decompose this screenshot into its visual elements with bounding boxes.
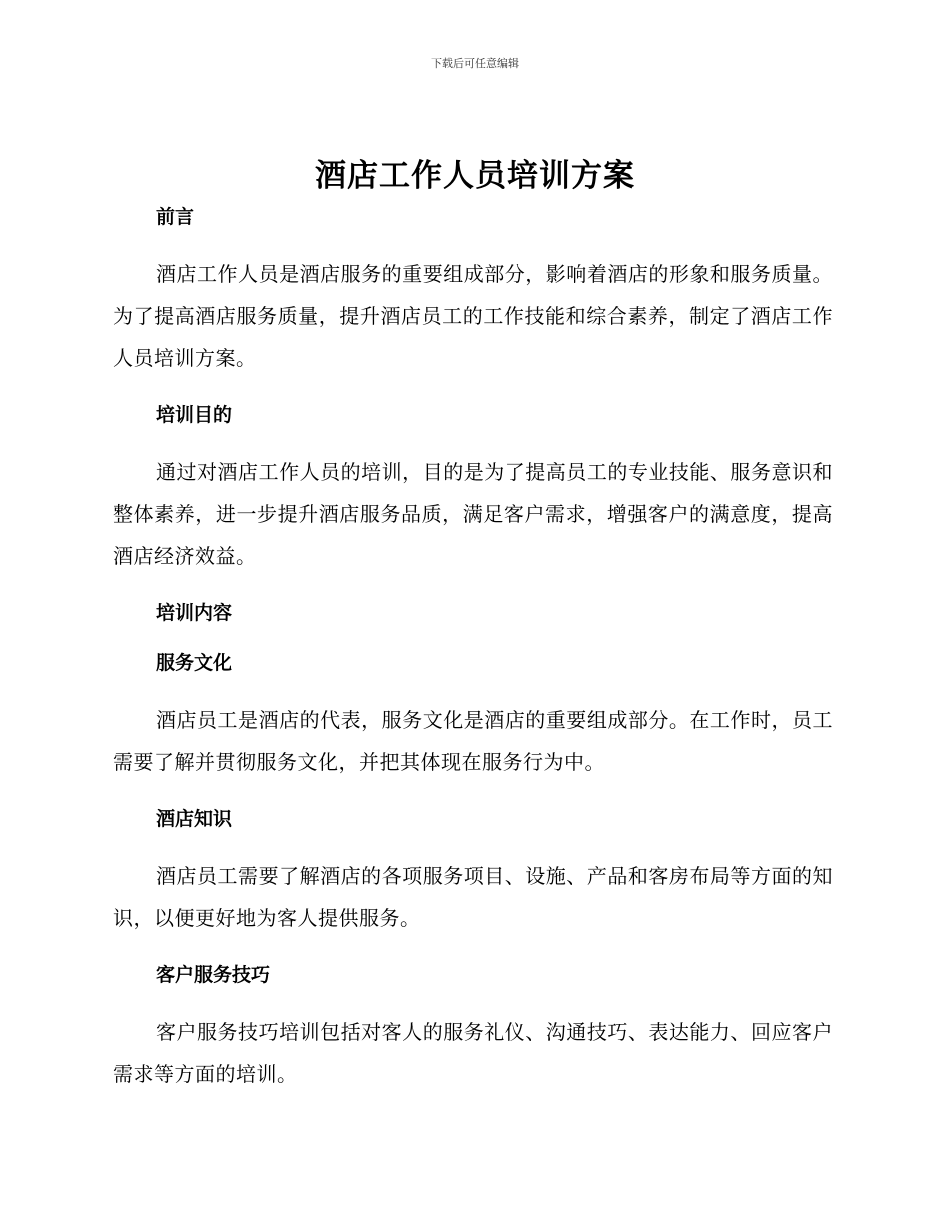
document-title: 酒店工作人员培训方案	[315, 158, 635, 194]
section-paragraph-preface: 酒店工作人员是酒店服务的重要组成部分，影响着酒店的形象和服务质量。为了提高酒店服务质量，提升酒店员工的工作技能和综合素养，制定了酒店工作人员培训方案。	[113, 262, 833, 370]
document-body	[113, 203, 833, 1095]
section-heading-content: 培训内容	[156, 602, 233, 624]
section-heading-purpose: 培训目的	[156, 404, 233, 426]
section-heading-preface: 前言	[156, 206, 195, 228]
section-heading-customer-service: 客户服务技巧	[156, 964, 271, 986]
header-note: 下载后可任意编辑	[431, 57, 519, 70]
section-paragraph-service-culture: 酒店员工是酒店的代表，服务文化是酒店的重要组成部分。在工作时，员工需要了解并贯彻服务文化，并把其体现在服务行为中。	[113, 708, 833, 774]
section-paragraph-customer-service: 客户服务技巧培训包括对客人的服务礼仪、沟通技巧、表达能力、回应客户需求等方面的培训。	[113, 1020, 833, 1086]
section-paragraph-hotel-knowledge: 酒店员工需要了解酒店的各项服务项目、设施、产品和客房布局等方面的知识，以便更好地为客人提供服务。	[113, 864, 833, 930]
section-heading-hotel-knowledge: 酒店知识	[156, 808, 233, 830]
section-heading-service-culture: 服务文化	[156, 652, 233, 674]
section-paragraph-purpose: 通过对酒店工作人员的培训，目的是为了提高员工的专业技能、服务意识和整体素养，进一步提升酒店服务品质，满足客户需求，增强客户的满意度，提高酒店经济效益。	[113, 460, 833, 568]
